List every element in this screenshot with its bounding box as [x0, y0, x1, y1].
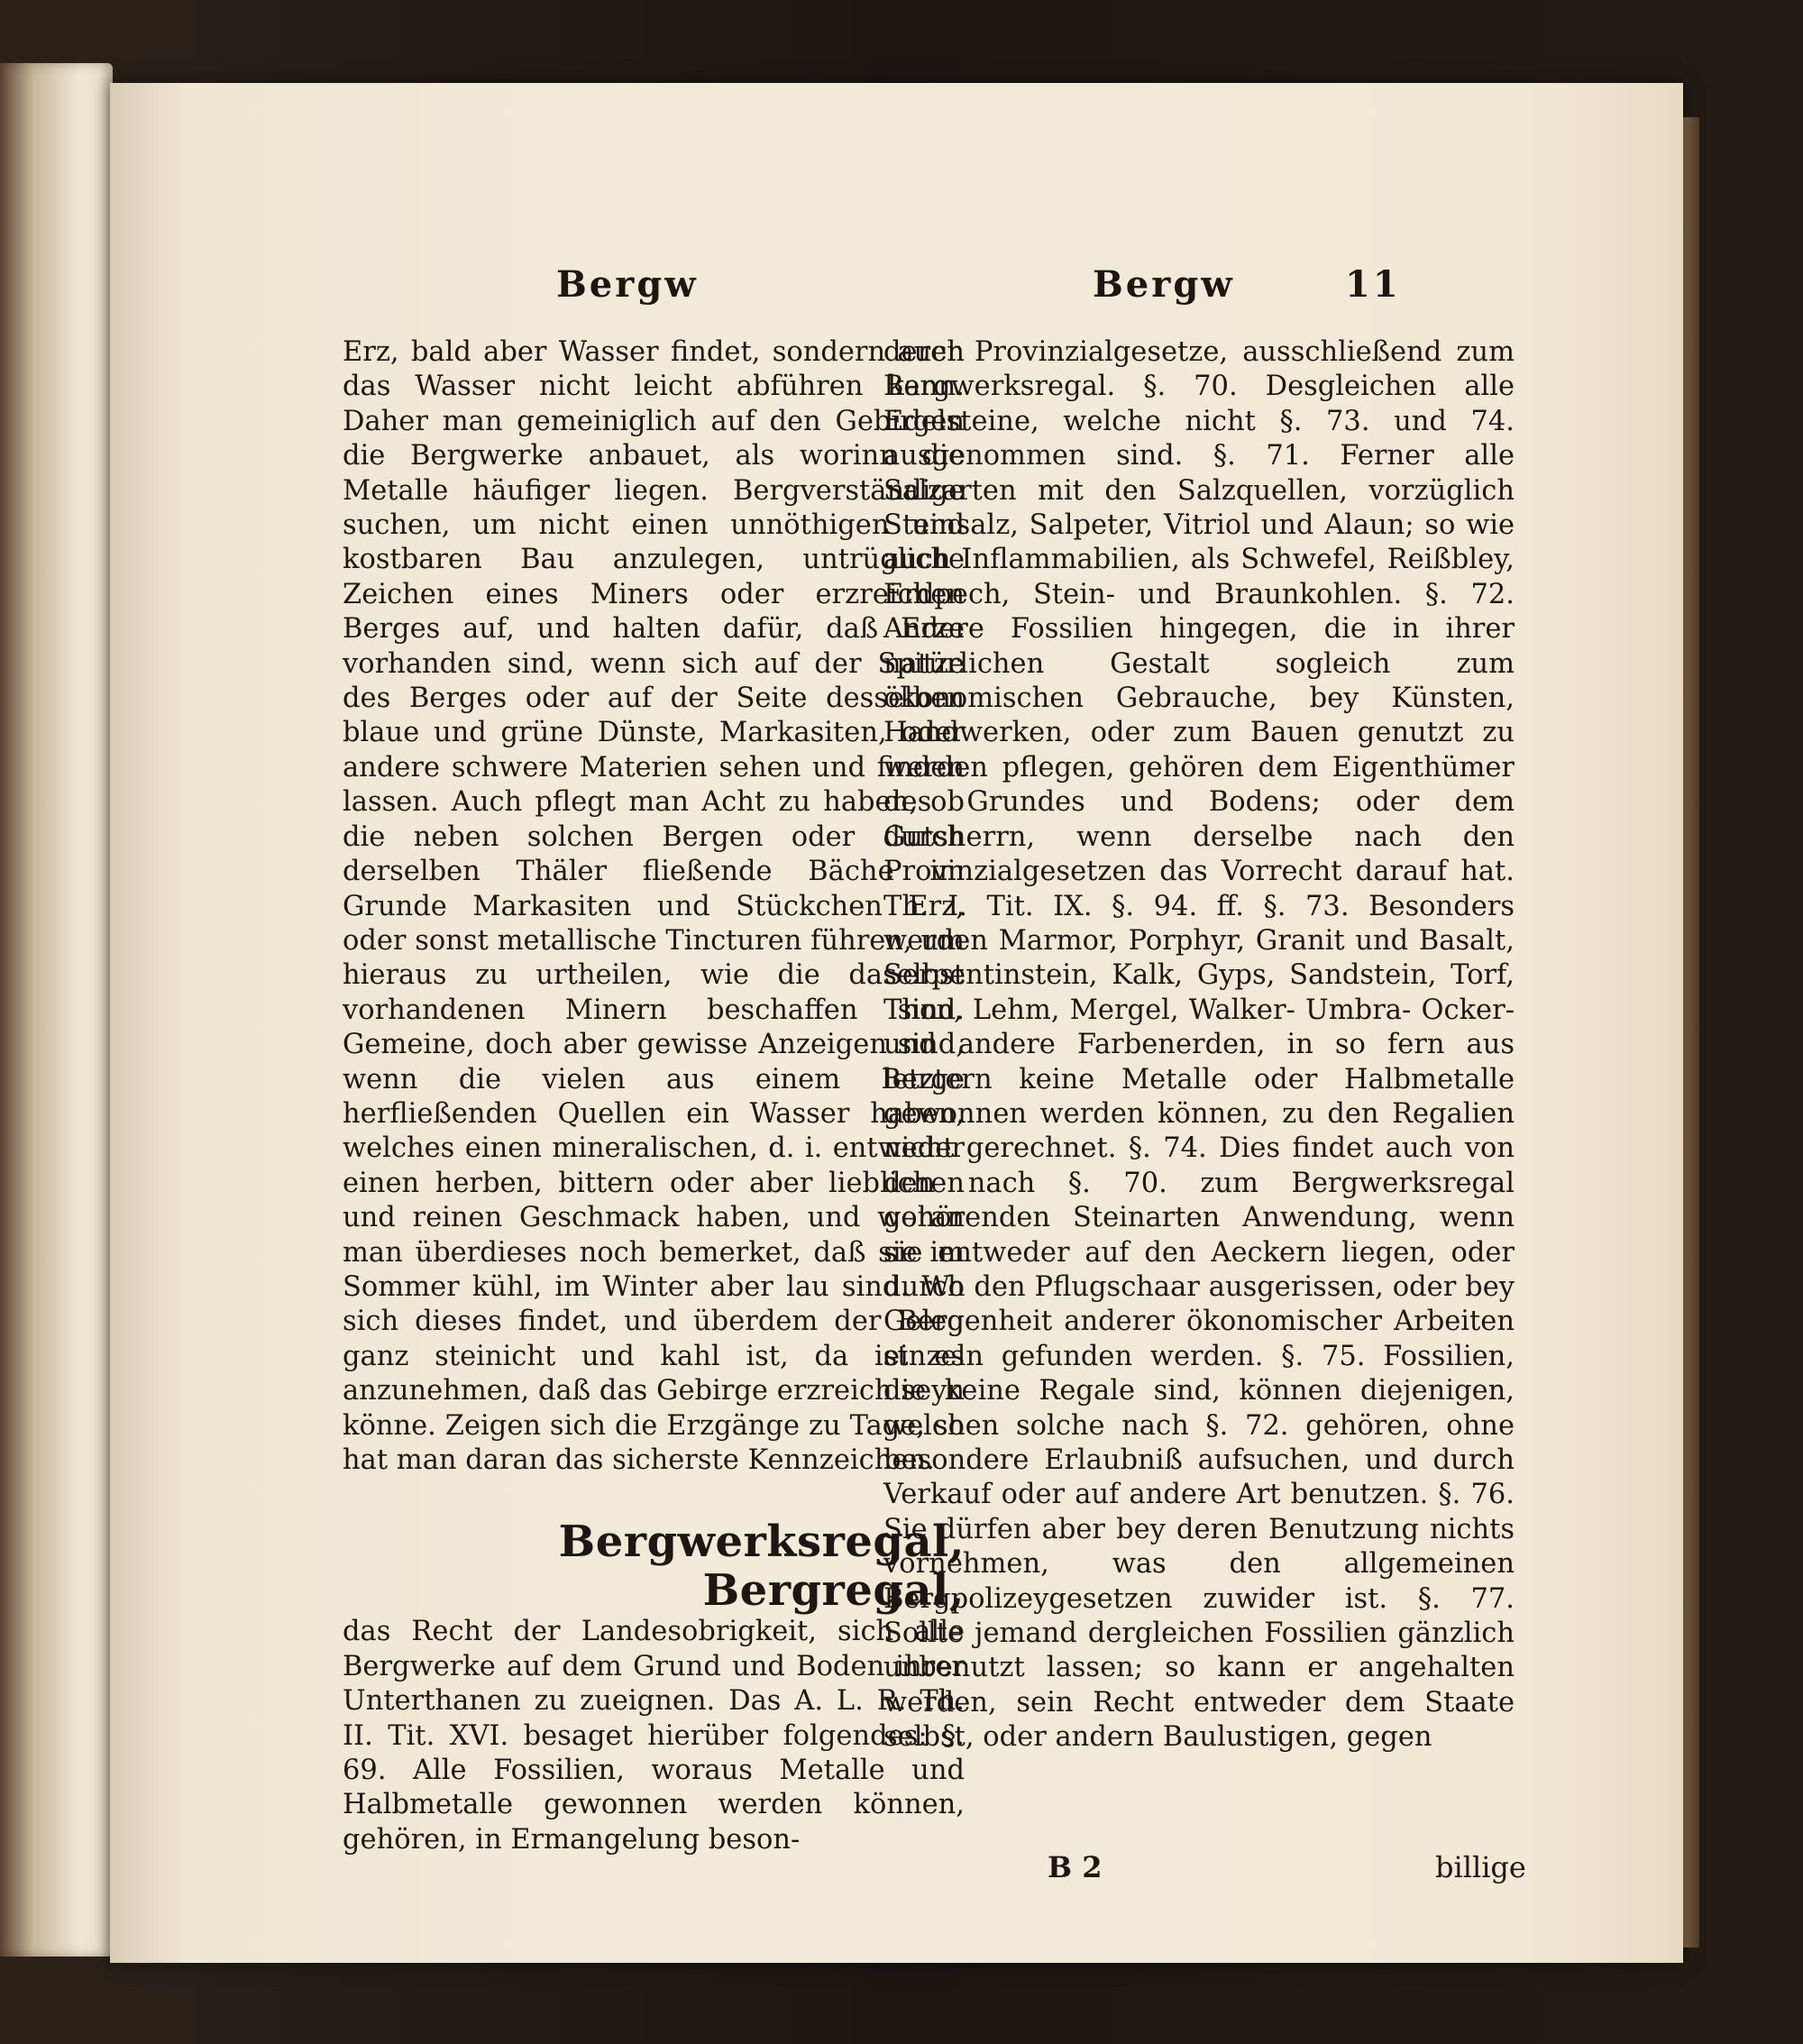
book-page [110, 83, 1683, 1963]
left-column [343, 335, 965, 1857]
right-column [883, 335, 1515, 1755]
left-page-edge [0, 63, 113, 1957]
page-number: 11 [1345, 263, 1401, 306]
running-head-right [1093, 263, 1401, 317]
right-column-text: derer Provinzialgesetze, ausschließend zum Bergwerksregal. §. 70. Desgleichen alle Edelsteine, welche nicht §. 73. und 74. ausgenommen sind. §. 71. Ferner alle Salzarten mit den Salzquellen, vorzüglich Steinsalz, Salpeter, Vitriol und Alaun; so wie auch Inflammabilien, als Schwefel, Reißbley, Erdpech, Stein- und Braunkohlen. §. 72. Andere Fossilien hingegen, die in ihrer natürlichen Gestalt sogleich zum ökonomischen Gebrauche, bey Künsten, Handwerken, oder zum Bauen genutzt zu werden pflegen, gehören dem Eigenthümer des Grundes und Bodens; oder dem Gutsherrn, wenn derselbe nach den Provinzialgesetzen das Vorrecht darauf hat. Th. I. Tit. IX. §. 94. ff. §. 73. Besonders werden Marmor, Porphyr, Granit und Basalt, Serpentinstein, Kalk, Gyps, Sandstein, Torf, Thon, Lehm, Mergel, Walker- Umbra- Ocker- und andere Farbenerden, in so fern aus letztern keine Metalle oder Halbmetalle gewonnen werden können, zu den Regalien nicht gerechnet. §. 74. Dies findet auch von den nach §. 70. zum Bergwerksregal gehörenden Steinarten Anwendung, wenn sie entweder auf den Aeckern liegen, oder durch den Pflugschaar ausgerissen, oder bey Gelegenheit anderer ökonomischer Arbeiten einzeln gefunden werden. §. 75. Fossilien, die keine Regale sind, können diejenigen, welchen solche nach §. 72. gehören, ohne besondere Erlaubniß aufsuchen, und durch Verkauf oder auf andere Art benutzen. §. 76. Sie dürfen aber bey deren Benutzung nichts vornehmen, was den allgemeinen Bergpolizeygesetzen zuwider ist. §. 77. Sollte jemand dergleichen Fossilien gänzlich unbenutzt lassen; so kann er angehalten werden, sein Recht entweder dem Staate selbst, oder andern Baulustigen, gegen [883, 336, 1515, 1754]
catchword: billige [1435, 1850, 1526, 1884]
signature-mark: B 2 [1048, 1850, 1103, 1884]
left-column-text: Erz, bald aber Wasser findet, sondern auch das Wasser nicht leicht abführen kann. Daher man gemeiniglich auf den Gebirgen die Bergwerke anbauet, als worinn die Metalle häufiger liegen. Bergverständige suchen, um nicht einen unnöthigen und kostbaren Bau anzulegen, untrügliche Zeichen eines Miners oder erzreichen Berges auf, und halten dafür, daß Erze vorhanden sind, wenn sich auf der Spitze des Berges oder auf der Seite desselben blaue und grüne Dünste, Markasiten, oder andere schwere Materien sehen und finden lassen. Auch pflegt man Acht zu haben, ob die neben solchen Bergen oder durch derselben Thäler fließende Bäche im Grunde Markasiten und Stückchen Erz, oder sonst metallische Tincturen führen, um hieraus zu urtheilen, wie die daselbst vorhandenen Minern beschaffen sind. Gemeine, doch aber gewisse Anzeigen sind, wenn die vielen aus einem Berge herfließenden Quellen ein Wasser haben, welches einen mineralischen, d. i. entweder einen herben, bittern oder aber lieblichen und reinen Geschmack haben, und woran man überdieses noch bemerket, daß sie im Sommer kühl, im Winter aber lau sind. Wo sich dieses findet, und überdem der Berg ganz steinicht und kahl ist, da ist es anzunehmen, daß das Gebirge erzreich seyn könne. Zeigen sich die Erzgänge zu Tage, so hat man daran das sicherste Kennzeichen. [343, 336, 965, 1476]
running-head-right-text: Bergw [1093, 263, 1235, 306]
running-head-left: Bergw [556, 263, 699, 306]
entry-text: das Recht der Landesobrigkeit, sich alle Bergwerke auf dem Grund und Boden ihrer Unterthanen zu zueignen. Das A. L. R. Th. II. Tit. XVI. besaget hierüber folgendes: §. 69. Alle Fossilien, woraus Metalle und Halbmetalle gewonnen werden können, gehören, in Ermangelung beson- [343, 1616, 965, 1856]
entry-title: Bergwerksregal, Bergregal, [558, 1517, 965, 1617]
